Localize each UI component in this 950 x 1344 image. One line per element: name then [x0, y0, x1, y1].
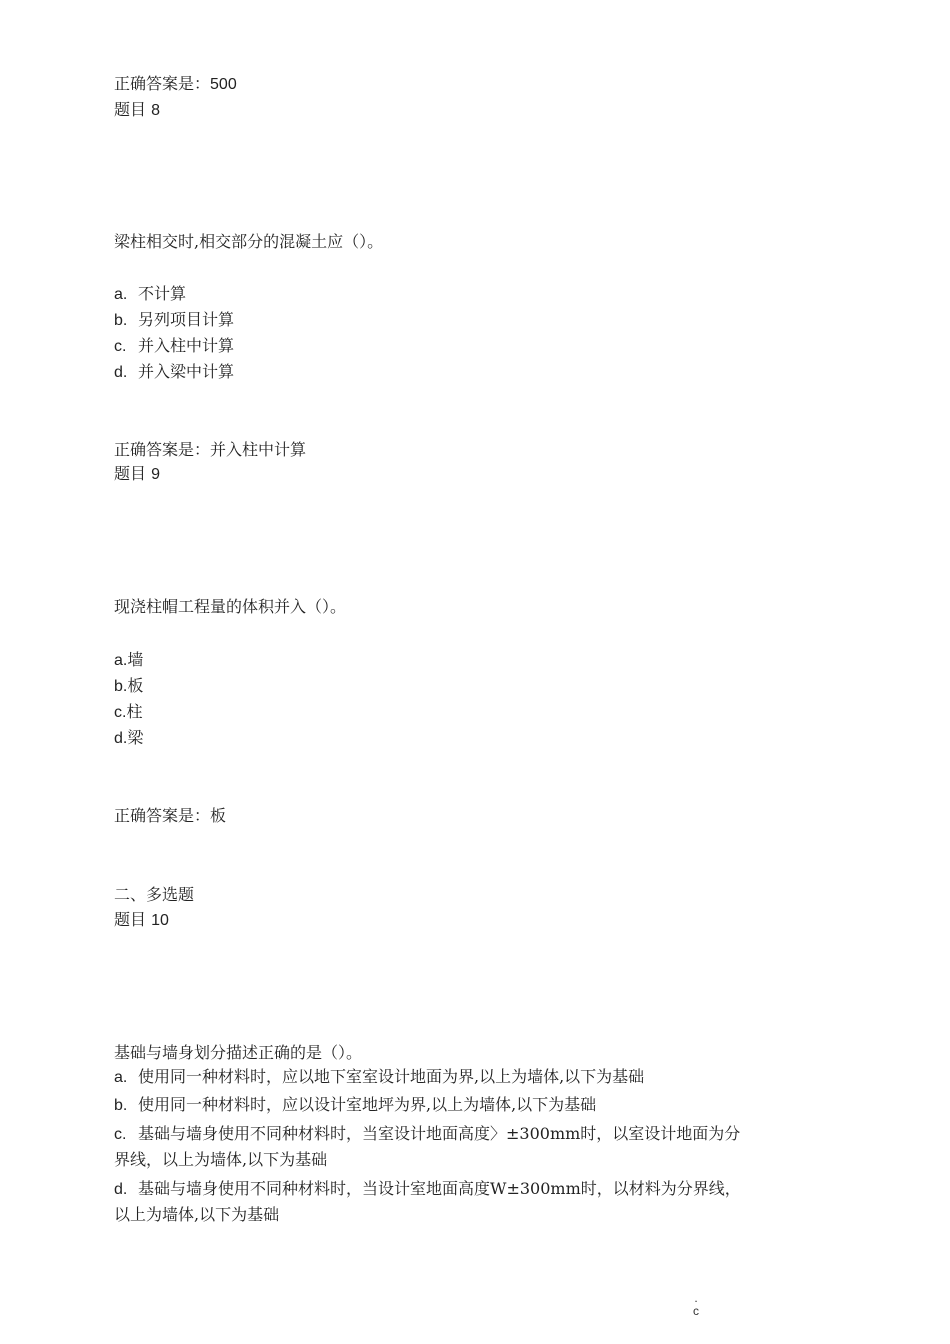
q8-answer: [114, 439, 306, 461]
q10-option-b[interactable]: [114, 1094, 596, 1117]
title-label: 题目: [114, 910, 147, 929]
option-letter: c.: [114, 338, 127, 355]
answer-value: 并入柱中计算: [210, 440, 307, 459]
q9-question: 现浇柱帽工程量的体积并入（）。: [114, 597, 347, 616]
option-text: 使用同一种材料时，应以设计室地坪为界,以上为墙体,以下为基础: [138, 1095, 597, 1114]
option-text: 梁: [127, 728, 144, 747]
answer-value: 板: [210, 806, 227, 825]
title-number: 10: [151, 912, 169, 929]
title-number: 9: [151, 466, 161, 483]
option-text: 并入梁中计算: [138, 362, 235, 381]
q10-title: [114, 909, 169, 932]
option-letter: b.: [114, 1097, 128, 1114]
option-letter: d.: [114, 364, 128, 381]
option-letter: c.: [114, 704, 127, 721]
option-letter: a.: [114, 1069, 128, 1086]
title-label: 题目: [114, 464, 147, 483]
option-letter: b.: [114, 678, 128, 695]
title-label: 题目: [114, 100, 147, 119]
section-heading: 二、多选题: [114, 885, 195, 904]
q9-option-c[interactable]: [114, 701, 142, 724]
q8-title: [114, 99, 160, 122]
answer-label: 正确答案是：: [114, 74, 211, 93]
q10-question: 基础与墙身划分描述正确的是（）。: [114, 1043, 363, 1062]
answer-label: 正确答案是：: [114, 806, 211, 825]
option-letter: d.: [114, 730, 128, 747]
option-letter: d.: [114, 1181, 128, 1198]
option-text: 基础与墙身使用不同种材料时，当设计室地面高度W±300mm时，以材料为分界线，: [138, 1179, 741, 1198]
q8-option-d[interactable]: [114, 361, 234, 384]
answer-value: 500: [210, 76, 237, 93]
q8-option-a[interactable]: [114, 283, 186, 306]
q9-option-b[interactable]: [114, 675, 143, 698]
q8-question: 梁柱相交时,相交部分的混凝土应（）。: [114, 232, 384, 251]
option-text: 基础与墙身使用不同种材料时，当室设计地面高度〉±300mm时，以室设计地面为分: [138, 1124, 741, 1143]
q9-answer: [114, 805, 226, 827]
q8-option-c[interactable]: [114, 335, 234, 358]
q10-option-d[interactable]: [114, 1178, 741, 1201]
title-number: 8: [151, 102, 161, 119]
footer-letter: c: [693, 1304, 699, 1318]
q8-option-b[interactable]: [114, 309, 234, 332]
option-letter: a.: [114, 286, 128, 303]
q10-option-d-continued: 以上为墙体,以下为基础: [114, 1205, 280, 1224]
q10-option-c[interactable]: [114, 1123, 740, 1146]
option-text: 使用同一种材料时，应以地下室室设计地面为界,以上为墙体,以下为基础: [138, 1067, 645, 1086]
option-text: 并入柱中计算: [138, 336, 235, 355]
answer-label: 正确答案是：: [114, 440, 211, 459]
option-text: 不计算: [138, 284, 187, 303]
page-footer-mark: [690, 1292, 702, 1318]
q9-title: [114, 463, 160, 486]
q10-option-c-continued: 界线，以上为墙体,以下为基础: [114, 1150, 328, 1169]
option-text: 柱: [126, 702, 143, 721]
q10-option-a[interactable]: [114, 1066, 644, 1089]
q9-option-d[interactable]: [114, 727, 143, 750]
q9-option-a[interactable]: [114, 649, 143, 672]
q7-answer: [114, 73, 237, 96]
option-letter: a.: [114, 652, 128, 669]
option-text: 板: [127, 676, 144, 695]
option-text: 另列项目计算: [138, 310, 235, 329]
option-text: 墙: [127, 650, 144, 669]
option-letter: c.: [114, 1126, 127, 1143]
footer-dot: .: [694, 1291, 698, 1305]
option-letter: b.: [114, 312, 128, 329]
